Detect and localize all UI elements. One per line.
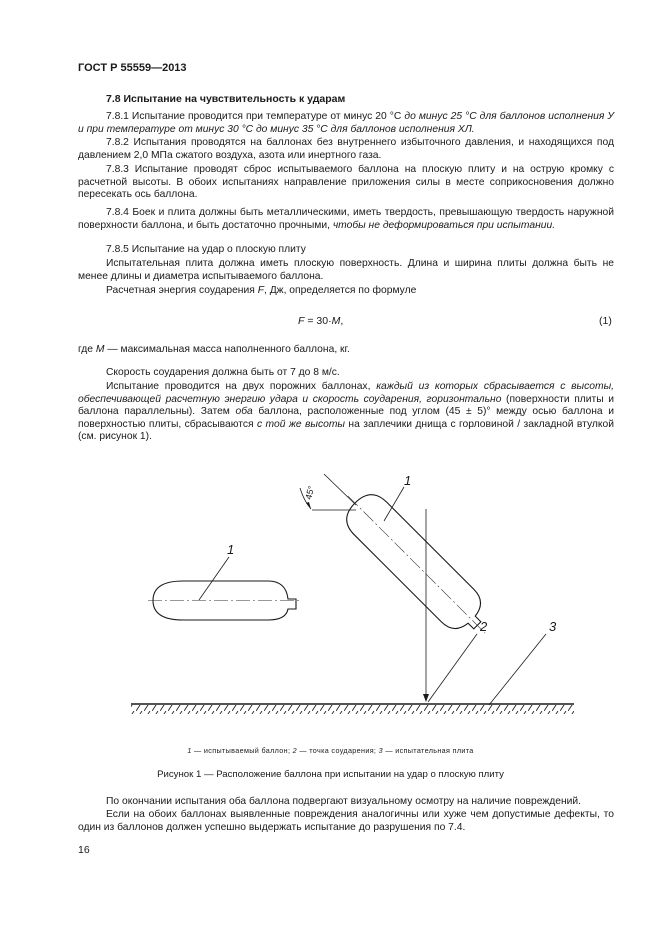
paragraph-text: — максимальная масса наполненного баллона, кг.: [104, 344, 350, 355]
paragraph-text: Испытание проводится на двух порожних баллонах,: [106, 381, 377, 392]
label-1b: 1: [404, 473, 412, 488]
symbol-f: F: [257, 285, 264, 296]
paragraph-text: баллона, расположенные под углом (45 ± 5)° между осью баллона и поверхностью плиты, сбрасываются: [78, 406, 615, 430]
page-number: 16: [78, 844, 90, 856]
paragraph-text: 7.8.4 Боек и плита должны быть металлическими, иметь твердость, превышающую твердость наружной поверхности баллона, и быть достаточно прочными,: [78, 207, 614, 231]
paragraph-text: 7.8.1 Испытание проводится при температуре от минус 20 °С: [106, 111, 405, 122]
paragraph-7-8-2: 7.8.2 Испытания проводятся на баллонах без внутреннего избыточного давления, и находящихся под давлением 2,0 МПа сжатого воздуха, азота или инертного газа.: [78, 137, 614, 161]
horizontal-cylinder: [148, 581, 300, 620]
paragraph-italic-text: с той же высоты: [256, 418, 346, 430]
legend-number: 3: [378, 746, 383, 755]
figure-caption: Рисунок 1 — Расположение баллона при испытании на удар о плоскую плиту: [157, 769, 504, 780]
formula-lhs: F: [298, 315, 305, 327]
paragraph-text: на заплечики днища с горловиной / закладной втулкой (см. рисунок 1).: [78, 418, 614, 443]
paragraph-text: Расчетная энергия соударения: [106, 285, 258, 296]
document-header: ГОСТ Р 55559—2013: [78, 62, 187, 74]
paragraph-text: (поверхности плиты и баллона параллельны). Затем: [78, 393, 615, 418]
paragraph-italic-text: чтобы не деформироваться при испытании.: [332, 219, 556, 231]
paragraph-conclusion-2: Если на обоих баллонах выявленные повреждения аналогичны или хуже чем допустимые дефекты, то один из баллонов должен успешно выдержать испытание до разрушения по 7.4.: [78, 809, 614, 833]
leader-line-3: [489, 634, 546, 705]
legend-text: — испытательная плита: [382, 746, 474, 755]
figure-legend: [0, 746, 661, 755]
angle-label: 45°: [303, 484, 317, 501]
angle-extension-line: [324, 474, 356, 505]
paragraph-conclusion-1: По окончании испытания оба баллона подвергают визуальному осмотру на наличие повреждений.: [106, 796, 581, 807]
tilted-cylinder-axis: [348, 496, 485, 633]
paragraph-speed: Скорость соударения должна быть от 7 до 8 м/с.: [106, 367, 340, 378]
paragraph-7-8-5: 7.8.5 Испытание на удар о плоскую плиту: [106, 244, 306, 255]
legend-number: 2: [292, 746, 297, 755]
test-plate: [131, 704, 574, 714]
symbol-m: M: [95, 344, 105, 355]
label-2: 2: [480, 619, 488, 634]
formula-mass-symbol: M: [331, 315, 341, 327]
legend-number: 1: [187, 746, 192, 755]
paragraph-text: где: [78, 344, 96, 355]
paragraph-plate: Испытательная плита должна иметь плоскую поверхность. Длина и ширина плиты должна быть не менее длины и диаметра испытываемого баллона.: [78, 258, 614, 282]
paragraph-italic-text: до минус 25 °С для баллонов исполнения У и при температуре от минус 30 °С до минус 35 °С для баллонов исполнения ХЛ.: [78, 111, 614, 135]
paragraph-italic-text: каждый из которых сбрасывается с высоты, обеспечивающей расчетную энергию удара и скорость соударения, горизонтально: [78, 381, 615, 405]
formula-tail: ,: [340, 315, 344, 327]
paragraph-text: , Дж, определяется по формуле: [263, 285, 417, 296]
legend-text: — испытываемый баллон;: [191, 746, 293, 755]
label-1a: 1: [227, 542, 235, 557]
leader-line-1a: [199, 557, 229, 600]
angle-arrow-head: [306, 502, 311, 509]
section-title: 7.8 Испытание на чувствительность к ударам: [106, 93, 346, 105]
tilted-cylinder: [332, 480, 502, 650]
paragraph-7-8-3: 7.8.3 Испытание проводят сброс испытываемого баллона на плоскую плиту и на острую кромку с расчетной высоты. В обоих испытаниях направление приложения силы в месте соприкосновения должно пересекать ось баллона.: [78, 164, 614, 201]
paragraph-italic-text: оба: [235, 406, 253, 418]
leader-line-2: [428, 634, 477, 702]
label-3: 3: [549, 619, 557, 634]
formula-number: (1): [599, 315, 612, 327]
impact-arrow-head: [423, 694, 429, 702]
formula-rhs: = 30·: [304, 315, 332, 327]
legend-text: — точка соударения;: [297, 746, 379, 755]
